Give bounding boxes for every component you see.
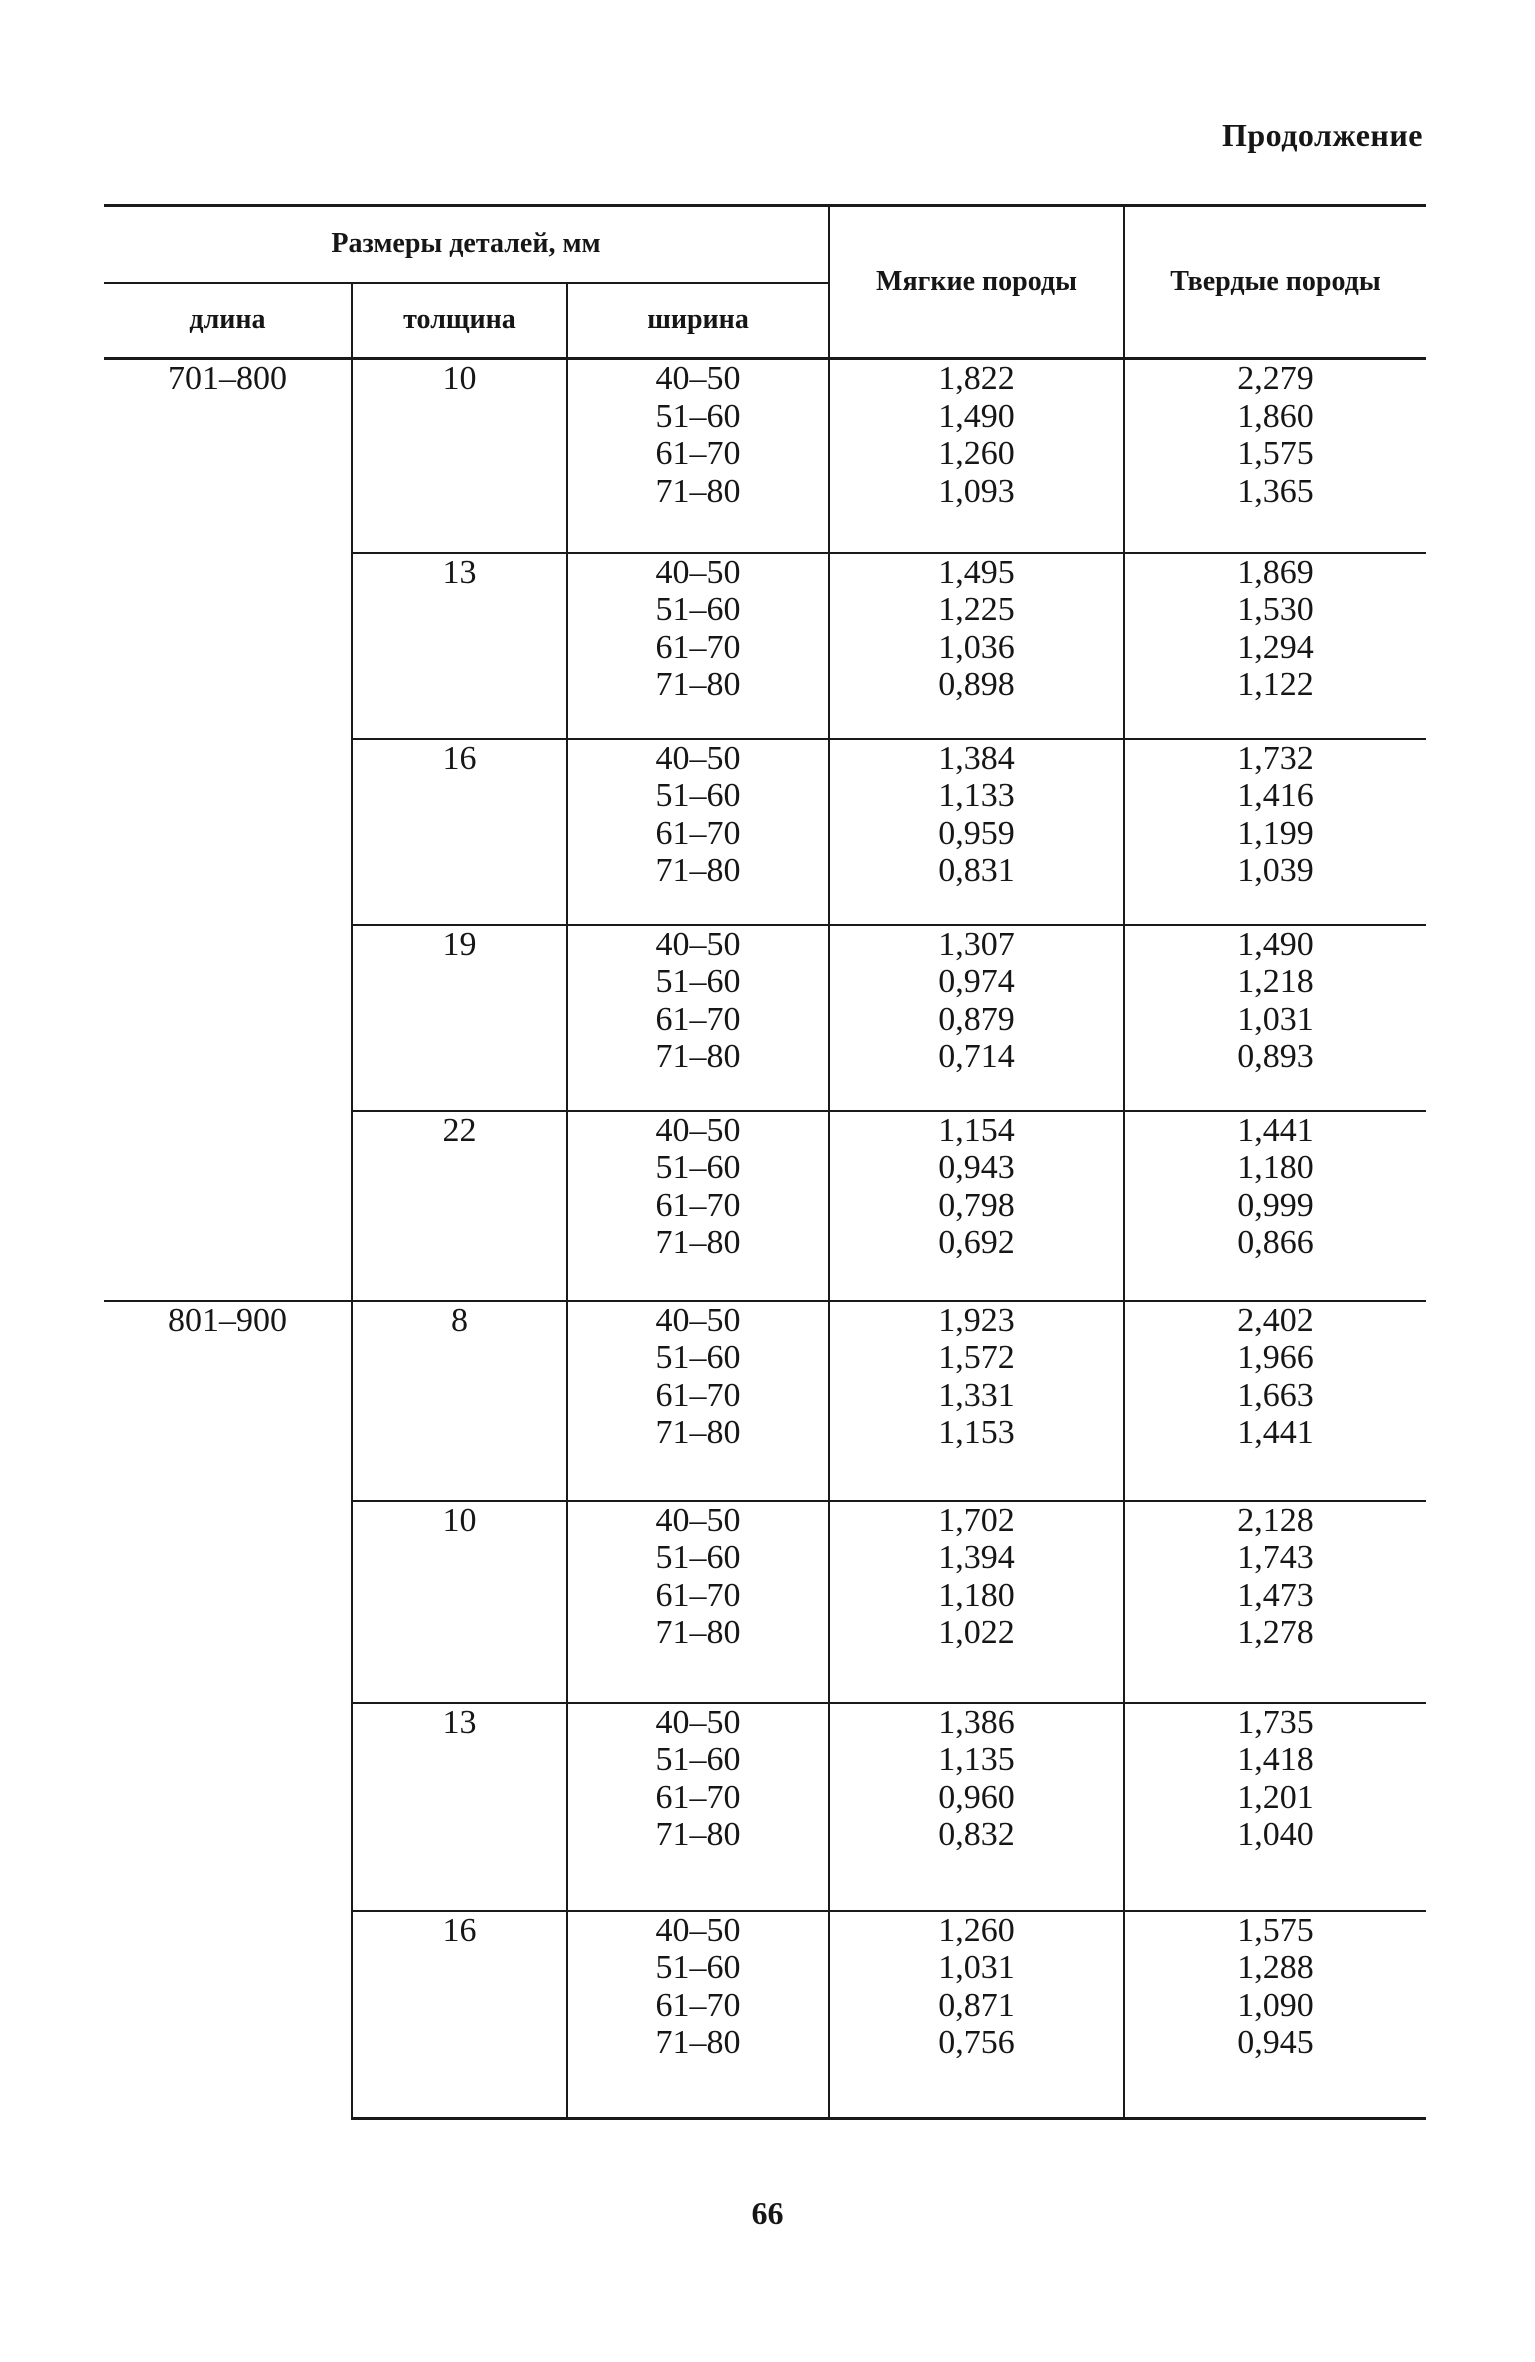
soft-species-value: 1,133 <box>938 777 1015 814</box>
hard-species-value: 1,199 <box>1237 814 1314 852</box>
soft-species-values-cell <box>829 925 1124 1111</box>
length-cell: 801–900 <box>104 1301 352 2119</box>
width-value: 71–80 <box>655 1614 741 1651</box>
hard-species-value: 1,732 <box>1237 739 1314 777</box>
soft-species-value: 1,572 <box>938 1339 1015 1376</box>
hard-species-value: 1,031 <box>1237 1000 1314 1038</box>
header-thickness: толщина <box>352 283 567 359</box>
soft-species-value: 1,135 <box>938 1741 1015 1778</box>
thickness-cell: 10 <box>352 359 567 553</box>
page-number: 66 <box>751 2195 784 2231</box>
soft-species-value: 1,923 <box>938 1301 1015 1339</box>
soft-species-value: 1,260 <box>938 1911 1015 1949</box>
soft-species-value: 1,386 <box>938 1703 1015 1741</box>
width-value: 40–50 <box>655 739 741 777</box>
soft-species-value: 0,879 <box>938 1000 1015 1038</box>
hard-species-value: 1,180 <box>1237 1149 1314 1186</box>
soft-species-value: 1,490 <box>938 397 1015 435</box>
width-value: 40–50 <box>655 1111 741 1149</box>
header-part-dimensions: Размеры деталей, мм <box>104 206 829 283</box>
hard-species-value: 2,279 <box>1237 360 1314 397</box>
soft-species-value: 1,307 <box>938 925 1015 963</box>
hard-species-value: 0,866 <box>1237 1224 1314 1261</box>
soft-species-values-cell <box>829 1301 1124 1501</box>
hard-species-values-cell <box>1124 1703 1426 1911</box>
hard-species-value: 1,743 <box>1237 1539 1314 1576</box>
hard-species-value: 1,441 <box>1237 1414 1314 1451</box>
width-value: 61–70 <box>655 1576 741 1614</box>
soft-species-value: 1,384 <box>938 739 1015 777</box>
hard-species-value: 1,278 <box>1237 1614 1314 1651</box>
width-value: 51–60 <box>655 777 741 814</box>
soft-species-value: 1,260 <box>938 435 1015 472</box>
width-value: 71–80 <box>655 666 741 703</box>
thickness-cell: 8 <box>352 1301 567 1501</box>
width-value: 71–80 <box>655 852 741 889</box>
hard-species-value: 1,090 <box>1237 1986 1314 2024</box>
width-value: 51–60 <box>655 1149 741 1186</box>
soft-species-value: 1,394 <box>938 1539 1015 1576</box>
width-value: 40–50 <box>655 1703 741 1741</box>
width-value: 40–50 <box>655 553 741 591</box>
width-value: 51–60 <box>655 1741 741 1778</box>
width-value: 40–50 <box>655 1501 741 1539</box>
width-value: 51–60 <box>655 1949 741 1986</box>
width-value: 61–70 <box>655 1376 741 1414</box>
width-values-cell <box>567 1703 829 1911</box>
hard-species-value: 1,441 <box>1237 1111 1314 1149</box>
width-value: 61–70 <box>655 1000 741 1038</box>
soft-species-value: 1,702 <box>938 1501 1015 1539</box>
soft-species-values-cell <box>829 739 1124 925</box>
width-value: 61–70 <box>655 1186 741 1224</box>
width-value: 71–80 <box>655 1038 741 1075</box>
hard-species-value: 0,999 <box>1237 1186 1314 1224</box>
soft-species-value: 0,831 <box>938 852 1015 889</box>
hard-species-value: 1,490 <box>1237 925 1314 963</box>
thickness-cell: 16 <box>352 1911 567 2119</box>
width-value: 51–60 <box>655 591 741 628</box>
hard-species-value: 1,575 <box>1237 435 1314 472</box>
hard-species-values-cell <box>1124 553 1426 739</box>
soft-species-value: 1,331 <box>938 1376 1015 1414</box>
width-value: 71–80 <box>655 1414 741 1451</box>
hard-species-value: 1,218 <box>1237 963 1314 1000</box>
soft-species-value: 0,798 <box>938 1186 1015 1224</box>
width-values-cell <box>567 553 829 739</box>
width-value: 40–50 <box>655 1301 741 1339</box>
header-soft-species: Мягкие породы <box>829 206 1124 359</box>
hard-species-value: 1,473 <box>1237 1576 1314 1614</box>
thickness-cell: 13 <box>352 1703 567 1911</box>
soft-species-value: 0,871 <box>938 1986 1015 2024</box>
soft-species-values-cell <box>829 1111 1124 1301</box>
thickness-cell: 22 <box>352 1111 567 1301</box>
hard-species-value: 2,128 <box>1237 1501 1314 1539</box>
soft-species-value: 0,898 <box>938 666 1015 703</box>
hard-species-value: 1,122 <box>1237 666 1314 703</box>
hard-species-value: 0,945 <box>1237 2024 1314 2061</box>
width-values-cell <box>567 739 829 925</box>
soft-species-value: 1,093 <box>938 472 1015 510</box>
soft-species-values-cell <box>829 1911 1124 2119</box>
width-value: 40–50 <box>655 1911 741 1949</box>
dimensions-table <box>104 204 1426 2120</box>
soft-species-value: 0,692 <box>938 1224 1015 1261</box>
soft-species-value: 0,756 <box>938 2024 1015 2061</box>
width-values-cell <box>567 1111 829 1301</box>
width-values-cell <box>567 1501 829 1703</box>
header-length: длина <box>104 283 352 359</box>
width-value: 71–80 <box>655 472 741 510</box>
thickness-cell: 13 <box>352 553 567 739</box>
hard-species-values-cell <box>1124 925 1426 1111</box>
length-cell: 701–800 <box>168 360 287 397</box>
width-value: 51–60 <box>655 1339 741 1376</box>
hard-species-values-cell <box>1124 1301 1426 1501</box>
thickness-cell: 10 <box>352 1501 567 1703</box>
hard-species-value: 1,416 <box>1237 777 1314 814</box>
soft-species-values-cell <box>829 1703 1124 1911</box>
width-value: 61–70 <box>655 1778 741 1816</box>
width-value: 71–80 <box>655 1816 741 1853</box>
width-value: 51–60 <box>655 963 741 1000</box>
continuation-label: Продолжение <box>1221 117 1423 153</box>
hard-species-value: 1,040 <box>1237 1816 1314 1853</box>
hard-species-value: 1,418 <box>1237 1741 1314 1778</box>
soft-species-value: 1,180 <box>938 1576 1015 1614</box>
soft-species-value: 1,495 <box>938 553 1015 591</box>
soft-species-value: 1,022 <box>938 1614 1015 1651</box>
hard-species-value: 1,966 <box>1237 1339 1314 1376</box>
width-values-cell <box>567 359 829 553</box>
width-values-cell <box>567 1911 829 2119</box>
hard-species-value: 1,860 <box>1237 397 1314 435</box>
hard-species-value: 1,039 <box>1237 852 1314 889</box>
soft-species-value: 1,031 <box>938 1949 1015 1986</box>
soft-species-values-cell <box>829 359 1124 553</box>
hard-species-value: 1,530 <box>1237 591 1314 628</box>
soft-species-values-cell <box>829 553 1124 739</box>
hard-species-values-cell <box>1124 1911 1426 2119</box>
width-value: 51–60 <box>655 1539 741 1576</box>
width-value: 51–60 <box>655 397 741 435</box>
soft-species-value: 0,960 <box>938 1778 1015 1816</box>
hard-species-values-cell <box>1124 739 1426 925</box>
soft-species-values-cell <box>829 1501 1124 1703</box>
table-row <box>104 1301 1426 1501</box>
hard-species-value: 1,575 <box>1237 1911 1314 1949</box>
width-value: 40–50 <box>655 360 741 397</box>
width-values-cell <box>567 1301 829 1501</box>
hard-species-value: 1,365 <box>1237 472 1314 510</box>
hard-species-value: 1,294 <box>1237 628 1314 666</box>
width-value: 40–50 <box>655 925 741 963</box>
hard-species-value: 1,288 <box>1237 1949 1314 1986</box>
soft-species-value: 0,943 <box>938 1149 1015 1186</box>
soft-species-value: 1,036 <box>938 628 1015 666</box>
table-row <box>104 359 1426 553</box>
width-values-cell <box>567 925 829 1111</box>
header-width: ширина <box>567 283 829 359</box>
width-value: 61–70 <box>655 435 741 472</box>
soft-species-value: 1,822 <box>938 360 1015 397</box>
hard-species-values-cell <box>1124 1501 1426 1703</box>
soft-species-value: 1,154 <box>938 1111 1015 1149</box>
hard-species-value: 1,869 <box>1237 553 1314 591</box>
hard-species-values-cell <box>1124 359 1426 553</box>
width-value: 71–80 <box>655 1224 741 1261</box>
hard-species-value: 1,201 <box>1237 1778 1314 1816</box>
hard-species-value: 0,893 <box>1237 1038 1314 1075</box>
soft-species-value: 1,225 <box>938 591 1015 628</box>
width-value: 61–70 <box>655 1986 741 2024</box>
width-value: 61–70 <box>655 628 741 666</box>
soft-species-value: 1,153 <box>938 1414 1015 1451</box>
hard-species-value: 1,663 <box>1237 1376 1314 1414</box>
soft-species-value: 0,714 <box>938 1038 1015 1075</box>
table-body <box>104 359 1426 2119</box>
header-hard-species: Твердые породы <box>1124 206 1426 359</box>
thickness-cell: 16 <box>352 739 567 925</box>
soft-species-value: 0,959 <box>938 814 1015 852</box>
soft-species-value: 0,974 <box>938 963 1015 1000</box>
width-value: 71–80 <box>655 2024 741 2061</box>
hard-species-value: 1,735 <box>1237 1703 1314 1741</box>
hard-species-values-cell <box>1124 1111 1426 1301</box>
soft-species-value: 0,832 <box>938 1816 1015 1853</box>
width-value: 61–70 <box>655 814 741 852</box>
hard-species-value: 2,402 <box>1237 1301 1314 1339</box>
thickness-cell: 19 <box>352 925 567 1111</box>
